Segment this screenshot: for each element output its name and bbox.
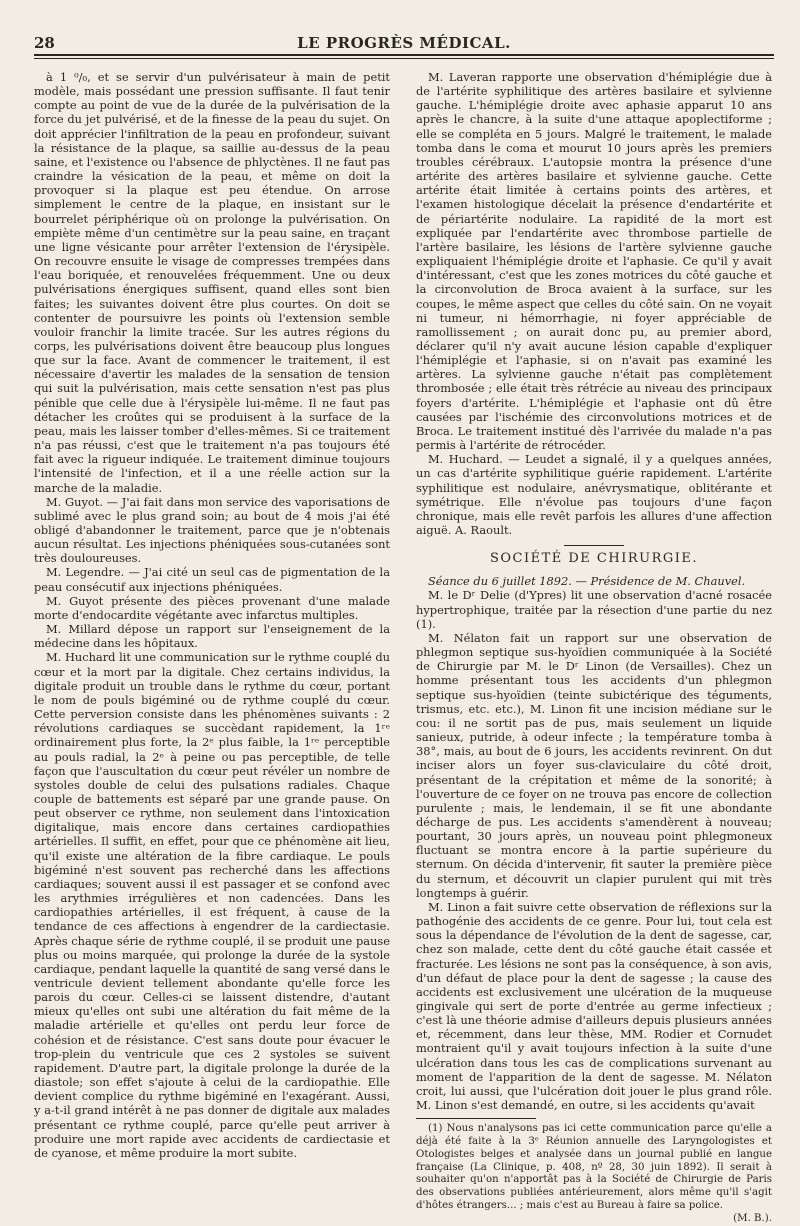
paragraph-guyot: M. Guyot. — J'ai fait dans mon service des vaporisations de sublimé avec le plus grand soin; au bout de 4 mois j'ai été obligé d'abandonner le traitement, parce que je n'obtenais aucun résultat. Les injections phéniquées sous-cutanées sont très douloureuses.	[34, 494, 390, 566]
paragraph-delie: M. le Dʳ Delie (d'Ypres) lit une observation d'acné rosacée hypertrophique, traitée par la résection d'une partie du nez (1).	[416, 588, 772, 631]
text-columns	[34, 70, 774, 1224]
paragraph-legendre: M. Legendre. — J'ai cité un seul cas de pigmentation de la peau consécutif aux injections phéniquées.	[34, 565, 390, 594]
footnote	[416, 1123, 772, 1225]
footnote-rule	[416, 1118, 536, 1119]
session-line: Séance du 6 juillet 1892. — Présidence de M. Chauvel.	[428, 574, 746, 589]
paragraph-laveran: M. Laveran rapporte une observation d'hémiplégie due à de l'artérite syphilitique des artères basilaire et sylvienne gauche. L'hémiplégie droite avec aphasie apparut 10 ans après le chancre, à la suite d'une attaque apoplectiforme ; elle se compléta en 5 jours. Malgré le traitement, le malade tomba dans le coma et mourut 10 jours après les premiers troubles cérébraux. L'autopsie montra la présence d'une artérite des artères basilaire et sylvienne gauche. Cette artérite était limitée à certains points des artères, et l'examen histologique décelait la présence d'endartérite et de périartérite nodulaire. La rapidité de la mort est expliquée par l'endartérite avec thrombose partielle de l'artère basilaire, les lésions de l'artère sylvienne gauche expliquaient l'hémiplégie droite et l'aphasie. Ce qu'il y avait d'intéressant, c'est que les zones motrices du côté gauche et la circonvolution de Broca avaient à la surface, sur les coupes, le même aspect que celles du côté sain. On ne voyait ni tumeur, ni hémorrhagie, ni foyer appréciable de ramollissement ; on aurait donc pu, au premier abord, déclarer qu'il n'y avait aucune lésion capable d'expliquer l'hémiplégie et l'aphasie, si on n'avait pas examiné les artères. La sylvienne gauche n'était pas complètement thrombosée ; elle était très rétrécie au niveau des principaux foyers d'artérite. L'hémiplégie et l'aphasie ont dû être causées par l'ischémie des circonvolutions motrices et de Broca. Le traitement institué dès l'arrivée du malade n'a pas permis à l'artérite de rétrocéder.	[416, 70, 772, 453]
header-rule-thin	[34, 58, 774, 59]
header-rule	[34, 54, 774, 56]
section-title: SOCIÉTÉ DE CHIRURGIE.	[489, 551, 699, 567]
journal-page	[34, 32, 774, 1224]
paragraph-nelaton: M. Nélaton fait un rapport sur une observation de phlegmon septique sus-hyoïdien communiquée à la Société de Chirurgie par M. le Dʳ Linon (de Versailles). Chez un homme présentant tous les accidents d'un phlegmon septique sus-hyoïdien (teinte subictérique des téguments, trismus, etc. etc.), M. Linon fit une incision médiane sur le cou: il ne sortit pas de pus, mais seulement un liquide sanieux, putride, à odeur infecte ; la température tomba à 38°, mais, au bout de 6 jours, les accidents revinrent. On dut inciser alors un foyer sus-claviculaire du côté droit, présentant de la crépitation et même de la sonorité; à l'ouverture de ce foyer on ne trouva pas encore de collection purulente ; mais, le lendemain, il se fit une abondante décharge de pus. Les accidents s'amendèrent à nouveau; pourtant, 30 jours après, un nouveau point phlegmoneux fluctuant se montra encore à la partie supérieure du sternum. On décida d'intervenir, fit sauter la première pièce du sternum, et découvrit un clapier purulent qui mit très longtemps à guérir.	[416, 630, 772, 900]
paragraph-linon: M. Linon a fait suivre cette observation de réflexions sur la pathogénie des accidents de ce genre. Pour lui, tout cela est sous la dépendance de l'évolution de la dent de sagesse, car, chez son malade, cette dent du côté gauche était cassée et fracturée. Les lésions ne sont pas la conséquence, à son avis, d'un défaut de place pour la dent de sagesse ; la cause des accidents est exclusivement une ulcération de la muqueuse gingivale qui sert de porte d'entrée au germe infectieux ; c'est là une théorie admise d'ailleurs depuis plusieurs années et, récemment, dans leur thèse, MM. Rodier et Cornudet montraient qu'il y avait toujours infection à la suite d'une ulcération dans tous les cas de complications survenant au moment de l'apparition de la dent de sagesse. M. Nélaton croit, lui aussi, que l'ulcération doit jouer le plus grand rôle. M. Linon s'est demandé, en outre, si les accidents qu'avait	[416, 899, 772, 1113]
session-block	[416, 574, 772, 1112]
footnote-signature: (M. B.).	[733, 1212, 772, 1224]
page-number: 28	[34, 34, 55, 52]
paragraph-erysipelas-treatment: à 1 ⁰/₀, et se servir d'un pulvérisateur à main de petit modèle, mais possédant une pression suffisante. Il faut tenir compte au point de vue de la durée de la pulvérisation de la force du jet pulvérisé, et de la finesse de la peau du sujet. On doit apprécier l'infiltration de la peau en profondeur, suivant la résistance de la plaque, sa saillie au-dessus de la peau saine, et l'existence ou l'absence de phlyctènes. Il ne faut pas craindre la vésication de la peau, et même on doit la provoquer si la plaque est peu étendue. On arrose simplement le centre de la plaque, en insistant sur le bourrelet périphérique où on prolonge la pulvérisation. On empiète même d'un centimètre sur la peau saine, en traçant une ligne vésicante pour arrêter l'extension de l'érysipèle. On recouvre ensuite le visage de compresses trempées dans l'eau boriquée, et renouvelées fréquemment. Une ou deux pulvérisations énergiques suffisent, quand elles sont bien faites; les suivantes doivent être plus courtes. On doit se contenter de poursuivre les points où l'extension semble vouloir franchir la limite tracée. Sur les autres régions du corps, les pulvérisations doivent être beaucoup plus longues que sur la face. Avant de commencer le traitement, il est nécessaire d'avertir les malades de la sensation de tension qui suit la pulvérisation, mais cette sensation n'est pas plus pénible que celle due à l'érysipèle lui-même. Il ne faut pas détacher les croûtes qui se produisent à la surface de la peau, mais les laisser tomber d'elles-mêmes. Si ce traitement n'a pas réussi, c'est que le traitement n'a pas toujours été fait avec la rigueur indiquée. Le traitement diminue toujours l'intensité de l'infection, et il a une réelle action sur la marche de la maladie.	[34, 70, 390, 495]
paragraph-millard: M. Millard dépose un rapport sur l'enseignement de la médecine dans les hôpitaux.	[34, 622, 390, 651]
footnote-text: (1) Nous n'analysons pas ici cette communication parce qu'elle a déjà été faite à la 3ᵉ Réunion annuelle des Laryngologistes et Otologistes belges et analysée dans un journal publié en langue française (La Clinique, p. 408, nº 28, 30 juin 1892). Il serait à souhaiter qu'on n'apportât pas à la Société de Chirurgie de Paris des observations publiées antérieurement, alors même qu'il s'agit d'hôtes étrangers... ; mais c'est au Bureau à faire sa police.	[416, 1123, 772, 1212]
paragraph-huchard-leudet: M. Huchard. — Leudet a signalé, il y a quelques années, un cas d'artérite syphilitique guérie rapidement. L'artérite syphilitique est nodulaire, anévrysmatique, oblitérante et symétrique. Elle n'évolue pas toujours d'une façon chronique, mais elle revêt parfois les allures d'une affection aiguë. A. Raoult.	[416, 452, 772, 537]
paragraph-guyot-pieces: M. Guyot présente des pièces provenant d'une malade morte d'endocardite végétante avec infarctus multiples.	[34, 593, 390, 622]
right-column	[416, 70, 772, 1224]
section-divider	[564, 545, 624, 546]
page-header	[34, 32, 774, 54]
paragraph-huchard-rythme: M. Huchard lit une communication sur le rythme couplé du cœur et la mort par la digitale. Chez certains individus, la digitale produit un trouble dans le rythme du cœur, portant le nom de pouls bigéminé ou de rythme couplé du cœur. Cette perversion consiste dans les phénomènes suivants : 2 révolutions cardiaques se succèdant rapidement, la 1ʳᵉ ordinairement plus forte, la 2ᵉ plus faible, la 1ʳᵉ perceptible au pouls radial, la 2ᵉ à peine ou pas perceptible, de telle façon que l'auscultation du cœur peut révéler un nombre de systoles double de celui des pulsations radiales. Chaque couple de battements est séparé par une grande pause. On peut observer ce rythme, non seulement dans l'intoxication digitalique, mais encore dans certaines cardiopathies artérielles. Il suffit, en effet, pour que ce phénomène ait lieu, qu'il existe une altération de la fibre cardiaque. Le pouls bigéminé n'est souvent pas recherché dans les affections cardiaques; souvent aussi il est passager et se confond avec les arythmies irrégulières et non cadencées. Dans les cardiopathies artérielles, il est fréquent, à cause de la tendance de ces affections à engendrer de la cardiectasie. Après chaque série de rythme couplé, il se produit une pause plus ou moins marquée, qui prolonge la durée de la systole cardiaque, pendant laquelle la quantité de sang versé dans le ventricule devient tellement abondante qu'elle force les parois du cœur. Celles-ci se laissent distendre, d'autant mieux qu'elles ont subi une altération du fait même de la maladie artérielle et qu'elles ont perdu leur force de cohésion et de résistance. C'est sans doute pour évacuer le trop-plein du ventricule que ces 2 systoles se suivent rapidement. D'autre part, la digitale prolonge la durée de la diastole; son effet s'ajoute à celui de la cardiopathie. Elle devient complice du rythme bigéminé en l'exagérant. Aussi, y a-t-il grand intérêt à ne pas donner de digitale aux malades présentant ce rythme couplé, parce qu'elle peut arriver à produire une mort rapide avec accidents de cardiectasie et de cyanose, et même produire la mort subite.	[34, 650, 390, 1160]
running-title: LE PROGRÈS MÉDICAL.	[297, 34, 511, 52]
left-column	[34, 70, 390, 1160]
